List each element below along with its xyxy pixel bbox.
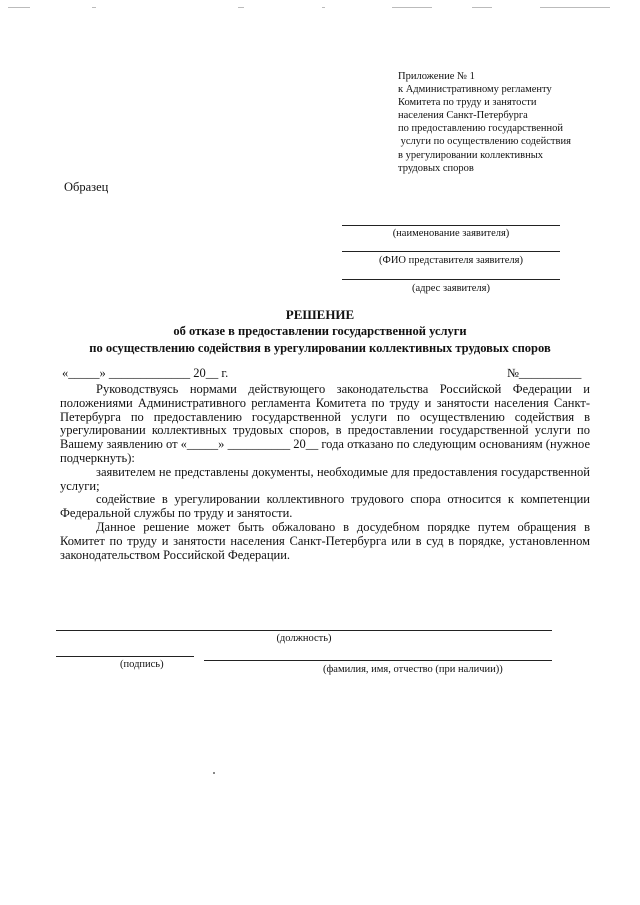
appendix-line: населения Санкт-Петербурга (398, 110, 528, 122)
sample-label: Образец (64, 180, 109, 194)
number-line: №__________ (507, 366, 582, 380)
position-line (56, 630, 552, 631)
appendix-line: к Административному регламенту (398, 84, 552, 96)
scan-speck (213, 772, 215, 774)
appendix-line: услуги по осуществлению содействия (398, 136, 571, 148)
applicant-name-caption: (наименование заявителя) (392, 228, 510, 239)
document-title: РЕШЕНИЕ (285, 307, 355, 322)
applicant-address-caption: (адрес заявителя) (412, 283, 490, 294)
appendix-line: трудовых споров (398, 162, 474, 174)
decision-body (60, 383, 590, 562)
body-paragraph-reason-documents: заявителем не представлены документы, необходимые для предоставления государственной услуги; (60, 464, 590, 493)
scan-artifact-marks (0, 7, 640, 9)
full-name-caption: (фамилия, имя, отчество (при наличии)) (323, 664, 503, 675)
document-subtitle-1: об отказе в предоставлении государственной услуги (173, 324, 467, 338)
full-name-line (204, 660, 552, 661)
appendix-line: Приложение № 1 (398, 71, 475, 82)
date-line: «_____» _____________ 20__ г. (62, 366, 229, 380)
signature-line (56, 656, 194, 657)
document-subtitle-2: по осуществлению содействия в урегулировании коллективных трудовых споров (89, 341, 551, 355)
appendix-line: в урегулировании коллективных (398, 149, 544, 161)
appendix-line: Комитета по труду и занятости (398, 97, 537, 109)
signature-caption: (подпись) (120, 659, 164, 670)
body-paragraph-reason-competence: содействие в урегулировании коллективного трудового спора относится к компетенции Федеральной службы по труду и занятости. (60, 492, 590, 521)
applicant-address-line (342, 279, 560, 280)
appendix-line: по предоставлению государственной (398, 123, 564, 135)
appendix-block (398, 70, 571, 175)
representative-name-line (342, 251, 560, 252)
body-paragraph-grounds: Руководствуясь нормами действующего законодательства Российской Федерации и положениями Административного регламента Комитета по труду и занятости населения Санкт-Петербурга по предоставлению государственной услуги по осуществлению содействия в урегулировании коллективных трудовых споров, в предоставлении государственной услуги по Вашему заявлению от «_____» __________ 20__ года отказано по следующим основаниям (нужное подчеркнуть): (60, 382, 590, 465)
applicant-name-line (342, 225, 560, 226)
position-caption: (должность) (276, 633, 332, 644)
body-paragraph-appeal: Данное решение может быть обжаловано в досудебном порядке путем обращения в Комитет по труду и занятости населения Санкт-Петербурга или в суд в порядке, установленном законодательством Российской Федерации. (60, 519, 590, 562)
representative-name-caption: (ФИО представителя заявителя) (379, 255, 523, 266)
